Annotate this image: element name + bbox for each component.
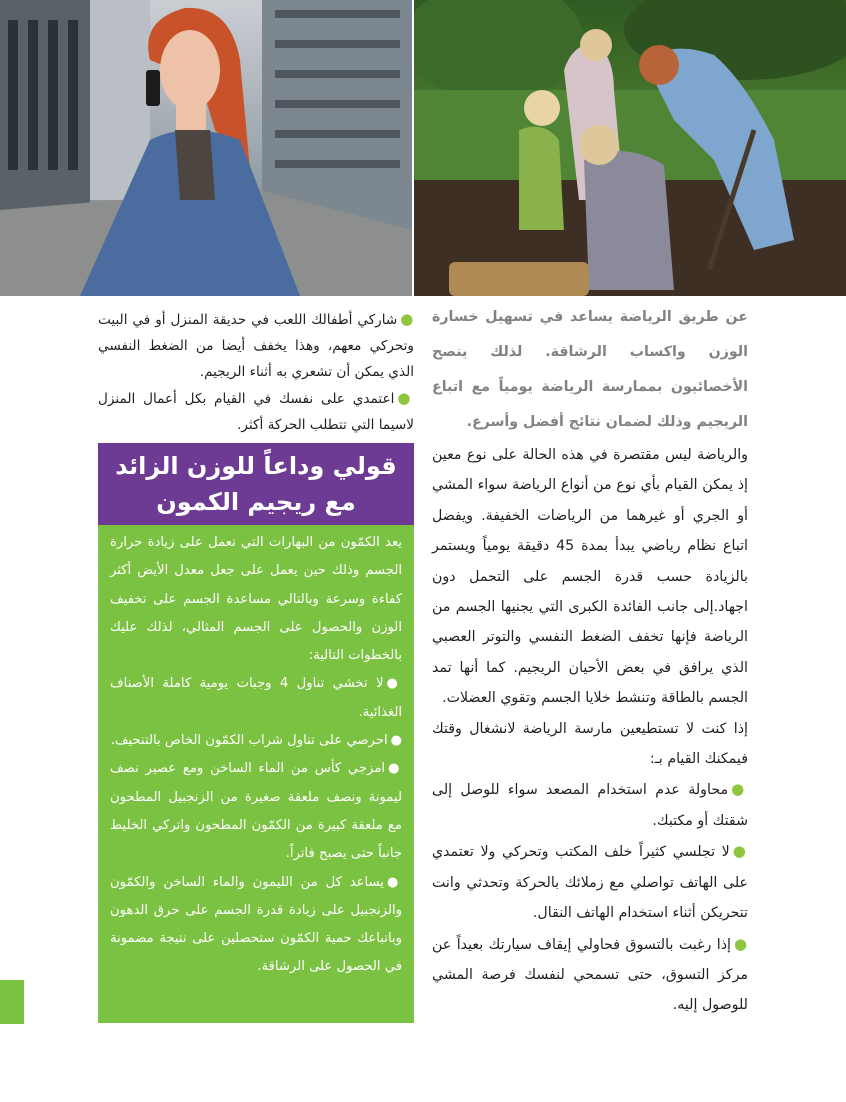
white-bullet-icon: ●: [386, 874, 403, 890]
lead-paragraph: عن طريق الرياضة يساعد في تسهيل خسارة الوزن واكساب الرشاقة. لذلك ينصح الأخصائيون بممارسة الرياضة يومياً مع اتباع الريجيم وذلك لضمان نتائج أفضل وأسرع.: [432, 309, 748, 430]
list-item: ●اعتمدي على نفسك في القيام بكل أعمال المنزل لاسيما التي تتطلب الحركة أكثر.: [98, 389, 415, 433]
box-title-line-1: قولي وداعاً للوزن الزائد: [115, 452, 397, 480]
side-tips-column: [98, 306, 414, 438]
box-step: ●لا تخشي تناول 4 وجبات يومية كاملة الأصناف الغذائية.: [110, 676, 402, 720]
page-edge-tab: [0, 980, 24, 1024]
green-bullet-icon: ●: [733, 934, 748, 953]
white-bullet-icon: ●: [386, 676, 402, 692]
box-title-line-2: مع ريجيم الكمون: [156, 488, 356, 516]
list-item: ●شاركي أطفالك اللعب في حديقة المنزل أو في البيت وتحركي معهم، وهذا يخفف أيضا من الضغط النفسي الذي يمكن أن تشعري به أثناء الريجيم.: [98, 310, 415, 380]
box-step: ●يساعد كل من الليمون والماء الساخن والكمّون والزنجبيل على زيادة قدرة الجسم على حرق الدهون وباتباعك حمية الكمّون ستحصلين على نتيجة مضمونة في الحصول على الرشاقة.: [110, 874, 403, 975]
white-bullet-icon: ●: [388, 761, 403, 777]
box-intro: يعد الكمّون من البهارات التي تعمل على زيادة حرارة الجسم وذلك حين يعمل على جعل معدل الأيض أكثر كفاءة وسرعة وبالتالي مساعدة الجسم على تخفيف الوزن والحصول على الجسم المثالي، لذلك عليك بالخطوات التالية:: [110, 535, 402, 664]
cumin-diet-box-title: [98, 443, 414, 525]
list-item: ●لا تجلسي كثيراً خلف المكتب وتحركي ولا تعتمدي على الهاتف تواصلي مع زملائك بالحركة وتحدثي وانت تتحريكن أثناء استخدام الهاتف النقال.: [432, 842, 748, 922]
family-gardening-photo: [414, 0, 846, 296]
green-bullet-icon: ●: [731, 780, 748, 799]
intro-paragraph: إذا كنت لا تستطيعين مارسة الرياضة لانشغال وقتك فيمكنك القيام بـ:: [432, 720, 748, 768]
green-bullet-icon: ●: [732, 842, 748, 861]
main-article-column: [432, 300, 748, 1021]
list-item: ●إذا رغبت بالتسوق فحاولي إيقاف سيارتك بعيداً عن مركز التسوق، حتى تسمحي لنفسك فرصة المشي للوصول إليه.: [432, 934, 748, 1014]
white-bullet-icon: ●: [390, 733, 402, 749]
green-bullet-icon: ●: [397, 389, 415, 407]
list-item: ●محاولة عدم استخدام المصعد سواء للوصل إلى شقتك أو مكتبك.: [432, 780, 748, 829]
green-bullet-icon: ●: [400, 310, 415, 328]
woman-on-phone-photo: [0, 0, 412, 296]
box-step: ●امزجي كأس من الماء الساخن ومع عصير نصف ليمونة ونصف ملعقة صغيرة من الزنجبيل المطحون مع ملعقة كبيرة من الكمّون المطحون واتركي الخليط جانباً حتى يصبح فاتراً.: [110, 761, 403, 862]
body-paragraph: والرياضة ليس مقتصرة في هذه الحالة على نوع معين إذ يمكن القيام بأي نوع من أنواع الرياضة سواء المشي أو الجري أو غيرهما من الرياضات الخفيفة. ويفضل اتباع نظام رياضي يبدأ بمدة 45 دقيقة يومياً ويستمر بالزيادة حسب قدرة الجسم على التحمل دون اجهاد.إلى جانب الفائدة الكبرى التي يجنيها الجسم من الرياضة فإنها تخفف الضغط النفسي والتوتر العصبي الذي يرافق في بعض الأحيان الريجيم. كما أنها تمد الجسم بالطاقة وتنشط خلايا الجسم وتقوي العضلات.: [432, 447, 748, 707]
box-step: ●احرصي على تناول شراب الكمّون الخاص بالتنحيف.: [110, 733, 402, 749]
cumin-diet-box-body: [98, 525, 414, 1023]
